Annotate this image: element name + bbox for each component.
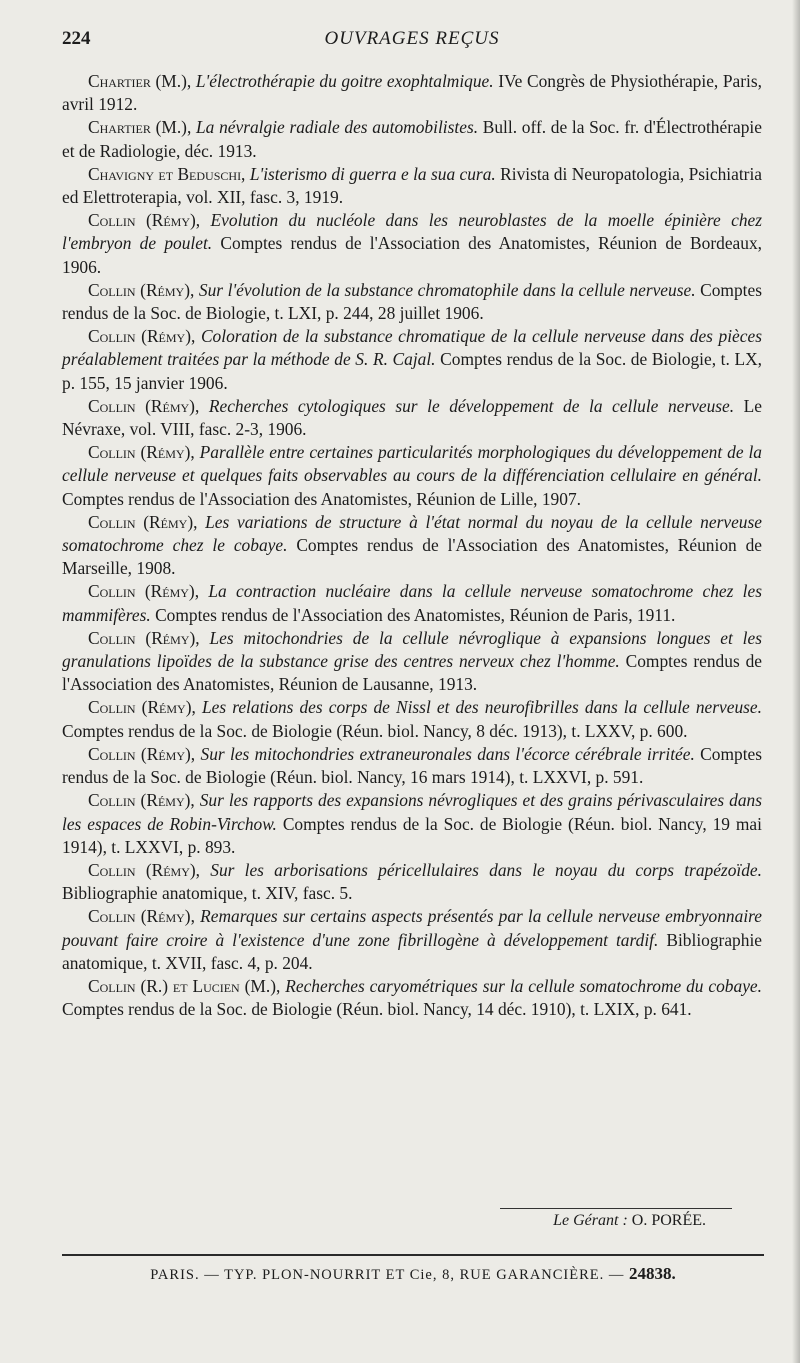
entry-author: Collin (Rémy), bbox=[88, 627, 200, 648]
gerant-signature bbox=[553, 1212, 706, 1230]
page-edge-shadow bbox=[792, 0, 800, 1363]
bibliography-entry bbox=[62, 859, 762, 905]
bibliography-entry bbox=[62, 441, 762, 511]
entry-author: Collin (Rémy), bbox=[88, 442, 195, 463]
entry-publication: Comptes rendus de la Soc. de Biologie, t. LXI, p. 244, 28 juillet 1906. bbox=[62, 279, 762, 324]
entry-publication: Comptes rendus de la Soc. de Biologie (Réun. biol. Nancy, 16 mars 1914), t. LXXVI, p. 591. bbox=[62, 743, 763, 788]
imprint-number: 24838. bbox=[629, 1264, 676, 1283]
entry-title: L'isterismo di guerra e la sua cura. bbox=[249, 163, 496, 184]
signature-rule bbox=[500, 1208, 732, 1209]
entry-author: Chartier (M.), bbox=[88, 71, 192, 91]
entry-publication: Comptes rendus de l'Association des Anatomistes, Réunion de Lille, 1907. bbox=[62, 488, 581, 509]
bibliography-entry bbox=[62, 163, 762, 209]
entry-author: Collin (Rémy), bbox=[88, 279, 195, 300]
entry-author: Collin (Rémy), bbox=[88, 511, 198, 532]
entry-author: Collin (Rémy), bbox=[88, 790, 195, 811]
entry-publication: Comptes rendus de l'Association des Anatomistes, Réunion de Lausanne, 1913. bbox=[62, 651, 762, 695]
bibliography-entry bbox=[62, 279, 762, 325]
entry-publication: Comptes rendus de l'Association des Anatomistes, Réunion de Bordeaux, 1906. bbox=[62, 233, 762, 277]
entry-publication: Comptes rendus de l'Association des Anatomistes, Réunion de Marseille, 1908. bbox=[62, 535, 763, 579]
entry-author: Chartier (M.), bbox=[88, 117, 192, 138]
entry-title: La névralgie radiale des automobilistes. bbox=[196, 117, 479, 138]
entry-publication: Bibliographie anatomique, t. XIV, fasc. 5. bbox=[62, 883, 353, 904]
imprint-text: PARIS. — TYP. PLON-NOURRIT ET Cie, 8, RUE GARANCIÈRE. — bbox=[150, 1267, 625, 1283]
entry-author: Collin (Rémy), bbox=[88, 326, 196, 347]
footer-rule bbox=[62, 1254, 764, 1256]
bibliography-entry bbox=[62, 116, 762, 162]
entry-publication: Rivista di Neuropatologia, Psichiatria ed Elettroterapia, vol. XII, fasc. 3, 1919. bbox=[62, 163, 763, 208]
entry-title: Les relations des corps de Nissl et des neurofibrilles dans la cellule nerveuse. bbox=[201, 697, 762, 718]
entry-title: Sur les mitochondries extraneuronales dans l'écorce cérébrale irritée. bbox=[200, 743, 695, 764]
bibliography-entry bbox=[62, 975, 762, 1021]
entry-publication: Comptes rendus de la Soc. de Biologie (Réun. biol. Nancy, 19 mai 1914), t. LXXVI, p. 893. bbox=[62, 813, 762, 857]
page-number: 224 bbox=[62, 28, 91, 49]
entry-author: Collin (Rémy), bbox=[88, 743, 196, 764]
entry-author: Chavigny et Beduschi, bbox=[88, 163, 246, 184]
entry-title: Coloration de la substance chromatique de la cellule nerveuse dans des pièces préalablement traitées par la méthode de S. R. Cajal. bbox=[62, 326, 762, 370]
gerant-label: Le Gérant : bbox=[553, 1212, 628, 1229]
printer-imprint bbox=[62, 1264, 764, 1284]
entry-title: Recherches cytologiques sur le développement de la cellule nerveuse. bbox=[208, 395, 735, 416]
entry-author: Collin (Rémy), bbox=[88, 697, 196, 718]
gerant-name: O. PORÉE. bbox=[631, 1212, 706, 1229]
entry-author: Collin (Rémy), bbox=[88, 395, 200, 416]
entry-publication: Le Névraxe, vol. VIII, fasc. 2-3, 1906. bbox=[62, 395, 762, 440]
entry-title: Les variations de structure à l'état normal du noyau de la cellule nerveuse somatochrome chez le cobaye. bbox=[62, 511, 762, 556]
entry-title: L'électrothérapie du goitre exophtalmique. bbox=[195, 71, 494, 91]
entry-publication: IVe Congrès de Physiothérapie, Paris, avril 1912. bbox=[62, 71, 762, 115]
entry-author: Collin (Rémy), bbox=[88, 581, 200, 602]
bibliography-entry bbox=[62, 905, 762, 975]
running-title: OUVRAGES REÇUS bbox=[324, 28, 500, 49]
bibliography-entry bbox=[62, 395, 762, 441]
bibliography-entry bbox=[62, 209, 762, 279]
bibliography-entry bbox=[62, 789, 762, 859]
entry-title: Les mitochondries de la cellule névroglique à expansions longues et les granulations lipoïdes de la substance grise des centres nerveux chez l'homme. bbox=[62, 627, 762, 672]
bibliography-entry bbox=[62, 743, 762, 789]
entry-title: Sur les rapports des expansions névrogliques et des grains périvasculaires dans les espaces de Robin-Virchow. bbox=[62, 790, 762, 834]
entry-publication: Comptes rendus de la Soc. de Biologie, t. LX, p. 155, 15 janvier 1906. bbox=[62, 349, 763, 393]
bibliography-entry bbox=[62, 325, 762, 395]
entry-author: Collin (Rémy), bbox=[88, 906, 195, 927]
entry-publication: Comptes rendus de la Soc. de Biologie (Réun. biol. Nancy, 14 déc. 1910), t. LXIX, p. 641. bbox=[62, 999, 692, 1020]
bibliography-list bbox=[62, 70, 762, 1021]
entry-publication: Bibliographie anatomique, t. XVII, fasc. 4, p. 204. bbox=[62, 929, 762, 973]
entry-title: Evolution du nucléole dans les neuroblastes de la moelle épinière chez l'embryon de poulet. bbox=[62, 210, 763, 254]
entry-title: Sur l'évolution de la substance chromatophile dans la cellule nerveuse. bbox=[198, 279, 696, 300]
entry-title: Remarques sur certains aspects présentés par la cellule nerveuse embryonnaire pouvant faire croire à l'existence d'une zone fibrillogène à développement tardif. bbox=[62, 906, 762, 950]
bibliography-entry bbox=[62, 696, 762, 742]
bibliography-entry bbox=[62, 627, 762, 697]
entry-publication: Bull. off. de la Soc. fr. d'Électrothérapie et de Radiologie, déc. 1913. bbox=[62, 117, 762, 161]
entry-author: Collin (R.) et Lucien (M.), bbox=[88, 975, 281, 996]
page-header bbox=[62, 28, 762, 58]
bibliography-entry bbox=[62, 580, 762, 626]
entry-title: Recherches caryométriques sur la cellule somatochrome du cobaye. bbox=[285, 975, 762, 996]
entry-title: Sur les arborisations péricellulaires dans le noyau du corps trapézoïde. bbox=[210, 859, 762, 880]
bibliography-entry bbox=[62, 511, 762, 581]
bibliography-entry bbox=[62, 70, 762, 116]
entry-title: Parallèle entre certaines particularités morphologiques du développement de la cellule nerveuse et quelques faits observables au cours de la différenciation cellulaire en général. bbox=[62, 442, 762, 486]
entry-publication: Comptes rendus de l'Association des Anatomistes, Réunion de Paris, 1911. bbox=[155, 604, 676, 625]
entry-publication: Comptes rendus de la Soc. de Biologie (Réun. biol. Nancy, 8 déc. 1913), t. LXXV, p. 600. bbox=[62, 720, 688, 741]
entry-author: Collin (Rémy), bbox=[88, 210, 201, 231]
entry-title: La contraction nucléaire dans la cellule nerveuse somatochrome chez les mammifères. bbox=[62, 581, 763, 625]
entry-author: Collin (Rémy), bbox=[88, 859, 201, 880]
